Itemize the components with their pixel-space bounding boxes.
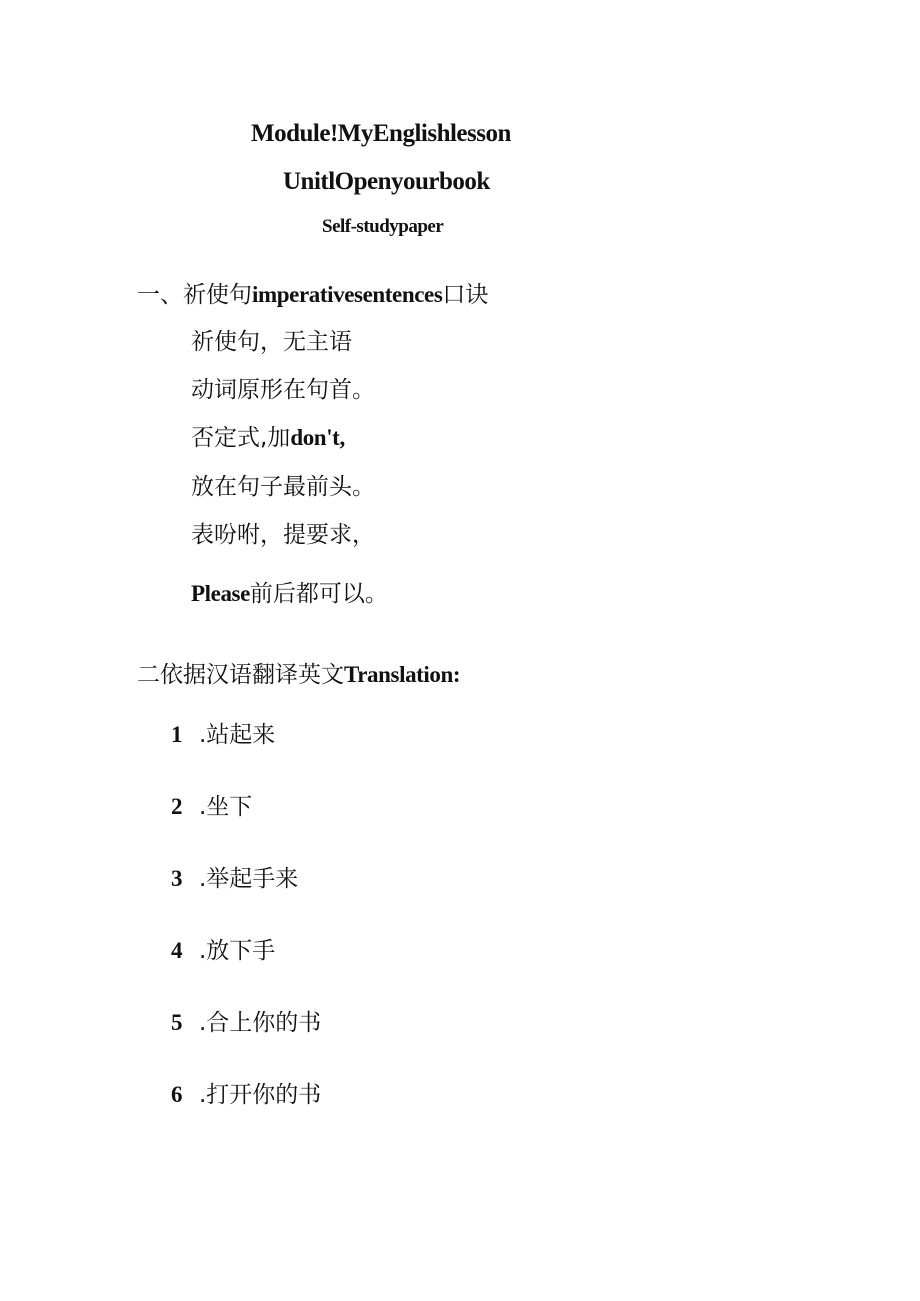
section-1-english: imperativesentences	[252, 282, 443, 307]
section-2-english: Translation:	[344, 662, 461, 687]
section-2-prefix: 二依据汉语翻译英文	[137, 662, 344, 688]
rhyme-line	[191, 579, 388, 609]
module-title: Module!MyEnglishlesson	[251, 120, 511, 147]
item-text: .举起手来	[199, 866, 299, 892]
translation-item	[171, 864, 298, 894]
item-text: .合上你的书	[199, 1010, 322, 1036]
unit-title: UnitlOpenyourbook	[283, 168, 490, 195]
rhyme-english: Please	[191, 581, 250, 606]
section-1-suffix: 口诀	[442, 282, 489, 308]
rhyme-line	[191, 327, 352, 357]
rhyme-line	[191, 423, 345, 453]
item-number: 6	[171, 1082, 183, 1107]
item-number: 5	[171, 1010, 183, 1035]
item-number: 4	[171, 938, 183, 963]
item-text: .坐下	[199, 794, 253, 820]
rhyme-text: 放在句子最前头。	[191, 474, 375, 500]
rhyme-english: don't,	[290, 425, 345, 450]
section-1-prefix: 一、祈使句	[137, 282, 252, 308]
item-number: 3	[171, 866, 183, 891]
item-number: 2	[171, 794, 183, 819]
rhyme-line	[191, 472, 375, 502]
item-number: 1	[171, 722, 183, 747]
rhyme-text: 前后都可以。	[249, 581, 388, 607]
section-1-heading	[137, 280, 488, 310]
rhyme-text: 祈使句，无主语	[191, 329, 352, 355]
rhyme-text: 否定式,加	[191, 425, 291, 451]
rhyme-line	[191, 375, 375, 405]
translation-item	[171, 1008, 321, 1038]
translation-item	[171, 792, 252, 822]
translation-item	[171, 936, 275, 966]
rhyme-text: 表吩咐，提要求，	[191, 522, 375, 548]
paper-subtitle: Self-studypaper	[322, 216, 444, 237]
item-text: .打开你的书	[199, 1082, 322, 1108]
translation-item	[171, 720, 275, 750]
item-text: .站起来	[199, 722, 276, 748]
item-text: .放下手	[199, 938, 276, 964]
section-2-heading	[137, 660, 460, 690]
rhyme-line	[191, 520, 375, 550]
rhyme-text: 动词原形在句首。	[191, 377, 375, 403]
translation-item	[171, 1080, 321, 1110]
